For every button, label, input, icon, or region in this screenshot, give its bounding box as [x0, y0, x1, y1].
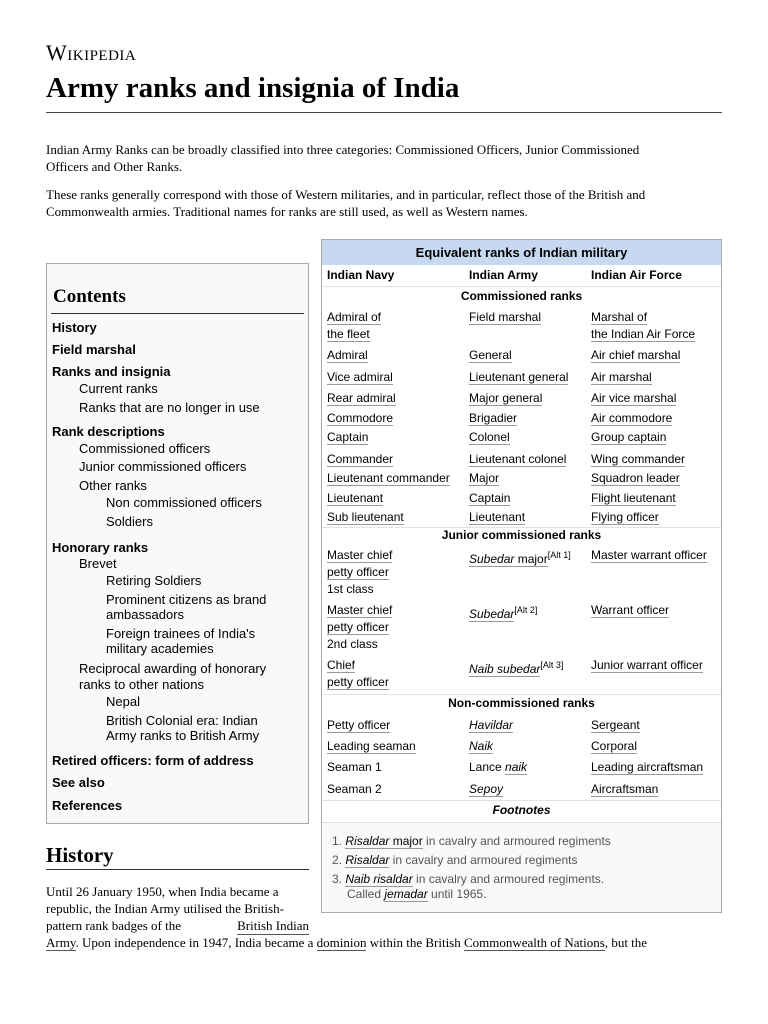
history-line-2: republic, the Indian Army utilised the British- — [46, 901, 284, 916]
af-corporal[interactable]: Corporal — [591, 739, 638, 753]
army-naib-subedar[interactable]: Naib subedar[Alt 3] — [469, 660, 564, 676]
army-field-marshal[interactable]: Field marshal — [469, 310, 542, 324]
toc-item-field-marshal[interactable]: Field marshal — [52, 342, 136, 357]
toc-item-commissioned-officers[interactable]: Commissioned officers — [79, 441, 211, 456]
intro-paragraph-2 — [46, 186, 722, 220]
toc-title: Contents — [53, 286, 126, 307]
toc-item-prominent-citizens[interactable]: Prominent citizens as brand — [106, 592, 267, 607]
army-subedar[interactable]: Subedar[Alt 2] — [469, 605, 538, 621]
history-line-1: Until 26 January 1950, when India became a — [46, 884, 279, 899]
af-marshal-of-iaf[interactable]: Marshal of — [591, 310, 648, 324]
toc-item-rank-descriptions[interactable]: Rank descriptions — [52, 424, 165, 439]
navy-mcpo-2nd-class-cont2: 2nd class — [327, 637, 378, 651]
toc-item-non-commissioned-officers[interactable]: Non commissioned officers — [106, 495, 262, 510]
af-squadron-leader[interactable]: Squadron leader — [591, 471, 680, 485]
toc-item-british-colonial-era-cont[interactable]: Army ranks to British Army — [106, 728, 260, 743]
history-line-3 — [46, 917, 309, 934]
af-master-warrant-officer[interactable]: Master warrant officer — [591, 548, 707, 562]
toc-item-soldiers[interactable]: Soldiers — [106, 514, 153, 529]
navy-admiral[interactable]: Admiral — [327, 348, 368, 362]
table-caption: Equivalent ranks of Indian military — [322, 240, 721, 265]
navy-leading-seaman[interactable]: Leading seaman — [327, 739, 416, 753]
navy-lieutenant[interactable]: Lieutenant — [327, 491, 384, 505]
af-flying-officer[interactable]: Flying officer — [591, 510, 659, 524]
history-line-4-text-c: , but the — [604, 935, 648, 950]
section-junior-commissioned-ranks: Junior commissioned ranks — [441, 528, 602, 542]
toc-item-british-colonial-era[interactable]: British Colonial era: Indian — [106, 713, 258, 728]
af-leading-aircraftsman[interactable]: Leading aircraftsman — [591, 760, 704, 774]
navy-captain[interactable]: Captain — [327, 430, 369, 444]
army-lance-naik[interactable]: Lance naik — [469, 760, 528, 774]
af-air-vice-marshal[interactable]: Air vice marshal — [591, 391, 677, 405]
toc-item-foreign-trainees-cont[interactable]: military academies — [106, 641, 214, 656]
navy-petty-officer[interactable]: Petty officer — [327, 718, 391, 732]
jemadar-link[interactable]: jemadar — [384, 887, 428, 901]
table-of-contents — [46, 263, 309, 824]
header-indian-navy: Indian Navy — [327, 268, 395, 282]
army-naik[interactable]: Naik — [469, 739, 494, 753]
navy-sub-lieutenant[interactable]: Sub lieutenant — [327, 510, 404, 524]
navy-chief-petty-officer[interactable]: Chief — [327, 658, 356, 672]
navy-mcpo-1st-class-cont2: 1st class — [327, 582, 374, 596]
toc-item-honorary-ranks[interactable]: Honorary ranks — [52, 540, 149, 555]
af-junior-warrant-officer[interactable]: Junior warrant officer — [591, 658, 703, 672]
af-air-chief-marshal[interactable]: Air chief marshal — [591, 348, 681, 362]
army-sepoy[interactable]: Sepoy — [469, 782, 504, 796]
toc-item-current-ranks[interactable]: Current ranks — [79, 381, 158, 396]
intro-paragraph-1 — [46, 141, 722, 175]
army-lieutenant-general[interactable]: Lieutenant general — [469, 370, 569, 384]
navy-vice-admiral[interactable]: Vice admiral — [327, 370, 393, 384]
army-link[interactable]: Army — [46, 935, 76, 950]
section-footnotes: Footnotes — [492, 803, 551, 817]
footnote-3: 3. Naib risaldar in cavalry and armoured regiments. — [332, 872, 605, 886]
history-heading: History — [46, 843, 114, 867]
title-divider — [46, 112, 722, 113]
navy-admiral-of-the-fleet[interactable]: Admiral of — [327, 310, 382, 324]
history-line-4-text-a: . Upon independence in 1947, India became a — [75, 935, 314, 950]
navy-mcpo-1st-class-cont[interactable]: petty officer — [327, 565, 389, 579]
army-subedar-major[interactable]: Subedar major[Alt 1] — [469, 550, 571, 566]
toc-item-retiring-soldiers[interactable]: Retiring Soldiers — [106, 573, 202, 588]
toc-item-prominent-citizens-cont[interactable]: ambassadors — [106, 607, 185, 622]
header-indian-army: Indian Army — [469, 268, 538, 282]
toc-item-foreign-trainees[interactable]: Foreign trainees of India's — [106, 626, 256, 641]
naib-risaldar-link[interactable]: Naib risaldar — [345, 872, 413, 886]
toc-item-ranks-no-longer-in-use[interactable]: Ranks that are no longer in use — [79, 400, 260, 415]
intro-p2-line1: These ranks generally correspond with those of Western militaries, and in particular, reflect those of the British and — [46, 187, 646, 202]
footnote-1: 1. Risaldar major in cavalry and armoured regiments — [332, 834, 611, 848]
intro-p1-line1: Indian Army Ranks can be broadly classified into three categories: Commissioned Officers, Junior Commissioned — [46, 142, 640, 157]
history-line-3-text: pattern rank badges of the — [46, 918, 182, 933]
navy-mcpo-1st-class[interactable]: Master chief — [327, 548, 393, 562]
footnote-2: 2. Risaldar in cavalry and armoured regiments — [332, 853, 578, 867]
navy-chief-petty-officer-cont[interactable]: petty officer — [327, 675, 389, 689]
navy-commodore[interactable]: Commodore — [327, 411, 394, 425]
navy-seaman-2: Seaman 2 — [327, 782, 382, 796]
af-wing-commander[interactable]: Wing commander — [591, 452, 686, 466]
history-divider — [46, 869, 309, 870]
navy-rear-admiral[interactable]: Rear admiral — [327, 391, 396, 405]
history-line-4-text-b: within the British — [369, 935, 461, 950]
toc-item-junior-commissioned-officers[interactable]: Junior commissioned officers — [79, 459, 247, 474]
af-group-captain[interactable]: Group captain — [591, 430, 667, 444]
army-havildar[interactable]: Havildar — [469, 718, 514, 732]
toc-item-nepal[interactable]: Nepal — [106, 694, 140, 709]
toc-item-other-ranks[interactable]: Other ranks — [79, 478, 147, 493]
toc-item-reciprocal-awarding-cont[interactable]: ranks to other nations — [79, 677, 205, 692]
army-major-general[interactable]: Major general — [469, 391, 543, 405]
navy-seaman-1: Seaman 1 — [327, 760, 382, 774]
army-general[interactable]: General — [469, 348, 512, 362]
af-flight-lieutenant[interactable]: Flight lieutenant — [591, 491, 676, 505]
army-major[interactable]: Major — [469, 471, 500, 485]
row-divider — [322, 286, 721, 287]
header-indian-air-force: Indian Air Force — [591, 268, 682, 282]
risaldar-link[interactable]: Risaldar — [345, 834, 390, 848]
navy-admiral-of-the-fleet-cont[interactable]: the fleet — [327, 327, 370, 341]
intro-p1-line2: Officers and Other Ranks. — [46, 159, 183, 174]
af-sergeant[interactable]: Sergeant — [591, 718, 640, 732]
army-brigadier[interactable]: Brigadier — [469, 411, 518, 425]
af-marshal-of-iaf-cont[interactable]: the Indian Air Force — [591, 327, 696, 341]
equivalent-ranks-table — [321, 239, 722, 913]
wikipedia-logo[interactable]: Wikipedia — [46, 40, 137, 65]
british-indian-link[interactable]: British Indian — [237, 918, 309, 933]
af-aircraftsman[interactable]: Aircraftsman — [591, 782, 659, 796]
commonwealth-link[interactable]: Commonwealth of Nations — [463, 935, 605, 950]
page-title: Army ranks and insignia of India — [46, 72, 460, 104]
army-lieutenant[interactable]: Lieutenant — [469, 510, 526, 524]
risaldar-link-2[interactable]: Risaldar — [345, 853, 390, 867]
navy-mcpo-2nd-class-cont[interactable]: petty officer — [327, 620, 389, 634]
army-lieutenant-colonel[interactable]: Lieutenant colonel — [469, 452, 567, 466]
toc-item-history[interactable]: History — [52, 320, 97, 335]
toc-item-see-also[interactable]: See also — [52, 775, 105, 790]
section-commissioned-ranks: Commissioned ranks — [460, 289, 583, 303]
army-colonel[interactable]: Colonel — [469, 430, 510, 444]
af-warrant-officer[interactable]: Warrant officer — [591, 603, 670, 617]
af-air-marshal[interactable]: Air marshal — [591, 370, 652, 384]
army-captain[interactable]: Captain — [469, 491, 511, 505]
toc-item-brevet[interactable]: Brevet — [79, 556, 117, 571]
af-air-commodore[interactable]: Air commodore — [591, 411, 673, 425]
toc-item-reciprocal-awarding[interactable]: Reciprocal awarding of honorary — [79, 661, 267, 676]
toc-item-ranks-and-insignia[interactable]: Ranks and insignia — [52, 364, 171, 379]
dominion-link[interactable]: dominion — [316, 935, 367, 950]
toc-item-retired-officers[interactable]: Retired officers: form of address — [52, 753, 254, 768]
toc-divider — [51, 313, 304, 314]
navy-commander[interactable]: Commander — [327, 452, 394, 466]
navy-mcpo-2nd-class[interactable]: Master chief — [327, 603, 393, 617]
footnote-3-cont: Called jemadar until 1965. — [347, 887, 487, 901]
navy-lieutenant-commander[interactable]: Lieutenant commander — [327, 471, 450, 485]
toc-item-references[interactable]: References — [52, 798, 123, 813]
intro-p2-line2: Commonwealth armies. Traditional names for ranks are still used, as well as Western names. — [46, 204, 528, 219]
history-line-4 — [46, 934, 647, 951]
section-non-commissioned-ranks: Non-commissioned ranks — [448, 696, 595, 710]
row-divider — [322, 800, 721, 801]
